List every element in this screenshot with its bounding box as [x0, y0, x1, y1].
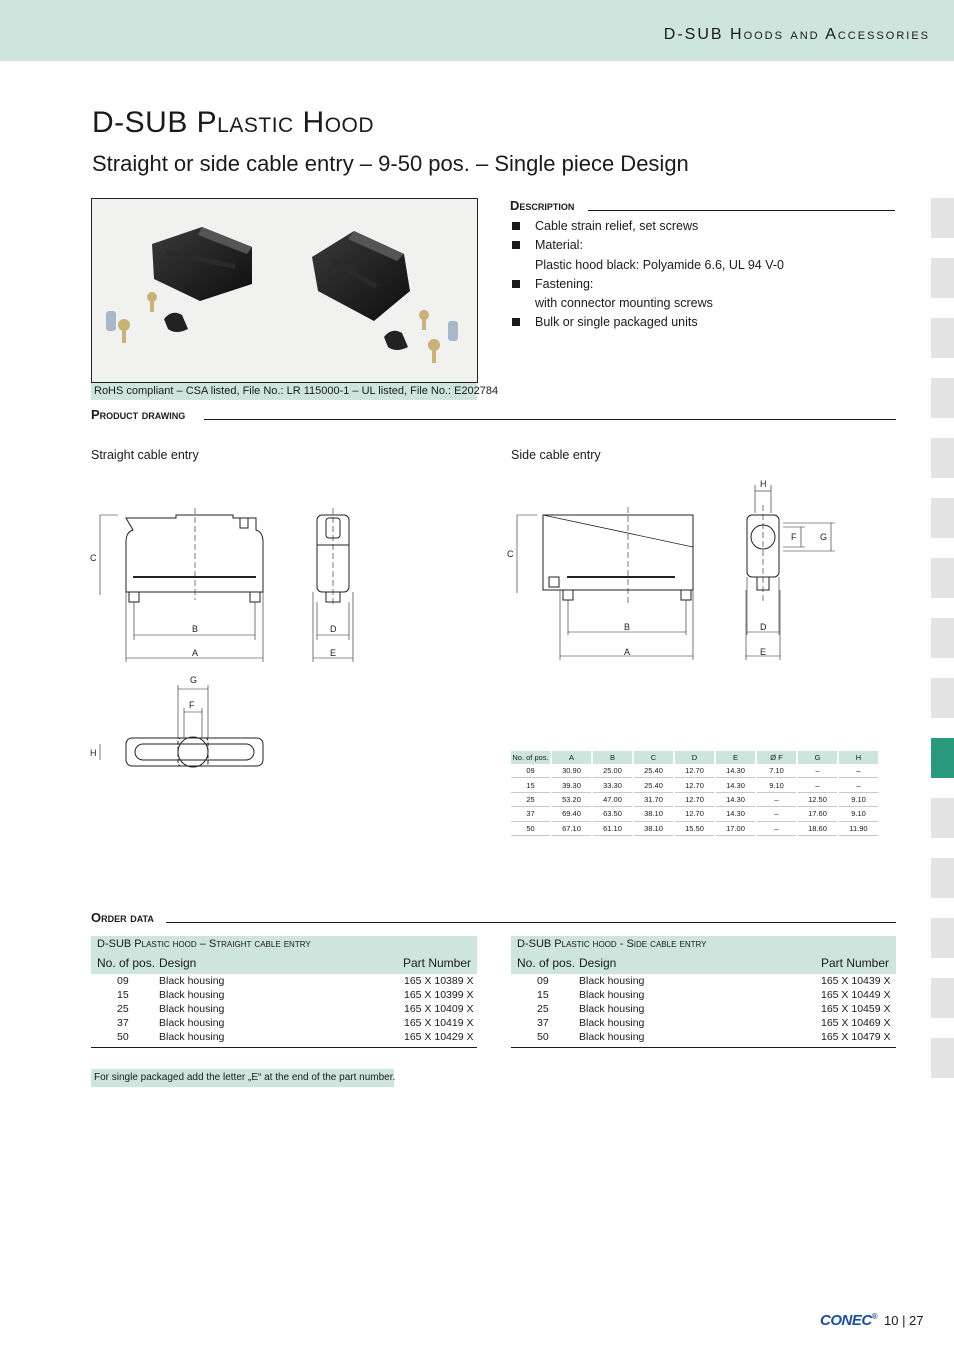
column-header: No. of pos.: [97, 956, 156, 970]
order-table-title: D-SUB Plastic hood – Straight cable entry: [91, 936, 477, 953]
dim-label-h: H: [90, 748, 97, 758]
page-number: 10 | 27: [884, 1313, 924, 1328]
table-row: 25 Black housing 165 X 10409 X: [117, 1003, 474, 1015]
dim-label-c: C: [90, 553, 97, 563]
list-item-continuation: with connector mounting screws: [535, 296, 713, 311]
description-heading: Description: [510, 198, 575, 213]
bullet-icon: [512, 318, 520, 326]
dim-label-a: A: [192, 648, 199, 658]
side-entry-caption: Side cable entry: [511, 448, 601, 462]
table-row: 37 69.40 63.50 38.10 12.70 14.30 – 17.60 9.10: [511, 807, 879, 821]
table-row: 25 53.20 47.00 31.70 12.70 14.30 – 12.50 9.10: [511, 792, 879, 806]
header-title: D-SUB Hoods and Accessories: [663, 26, 930, 43]
bullet-icon: [512, 241, 520, 249]
chapter-tab[interactable]: [931, 858, 954, 898]
page-subtitle: Straight or side cable entry – 9-50 pos. – Single piece Design: [92, 151, 689, 176]
table-row: 09 Black housing 165 X 10389 X: [117, 975, 474, 987]
column-header: Part Number: [821, 956, 890, 970]
column-header: Part Number: [403, 956, 472, 970]
order-data-heading: Order data: [91, 910, 154, 925]
dim-label-c: C: [507, 549, 514, 559]
description-list: [511, 217, 784, 333]
dim-label-e: E: [760, 647, 767, 657]
list-item: Cable strain relief, set screws: [511, 217, 784, 236]
order-table-header: [511, 953, 896, 974]
conec-logo: CONEC®: [820, 1312, 878, 1329]
chapter-tab[interactable]: [931, 1038, 954, 1078]
chapter-tab[interactable]: [931, 558, 954, 598]
order-note: For single packaged add the letter „E“ at the end of the part number.: [91, 1069, 394, 1087]
product-drawing-rule: [204, 419, 896, 420]
side-entry-drawing: [505, 475, 845, 675]
order-table-side: [511, 936, 896, 1048]
table-row: 25 Black housing 165 X 10459 X: [537, 1003, 891, 1015]
chapter-tab[interactable]: [931, 918, 954, 958]
column-header: No. of pos.: [517, 956, 576, 970]
table-row: 15 Black housing 165 X 10449 X: [537, 989, 891, 1001]
page-title: D-SUB Plastic Hood: [92, 106, 375, 139]
column-header: D: [674, 751, 715, 764]
product-drawing-heading: Product drawing: [91, 407, 186, 422]
list-item: Material:: [511, 236, 784, 255]
order-table-title: D-SUB Plastic hood - Side cable entry: [511, 936, 896, 953]
order-data-rule: [166, 922, 896, 923]
dim-label-e: E: [330, 648, 337, 658]
list-item-continuation: Plastic hood black: Polyamide 6.6, UL 94 V-0: [535, 257, 784, 272]
description-rule: [588, 210, 895, 211]
table-row: 15 39.30 33.30 25.40 12.70 14.30 9.10 – –: [511, 778, 879, 792]
table-row: 37 Black housing 165 X 10469 X: [537, 1017, 891, 1029]
chapter-tab[interactable]: [931, 618, 954, 658]
dim-label-g: G: [190, 675, 198, 685]
chapter-tab[interactable]: [931, 978, 954, 1018]
column-header: Design: [159, 956, 197, 970]
dim-label-b: B: [192, 624, 199, 634]
table-row: 50 Black housing 165 X 10479 X: [537, 1031, 891, 1043]
chapter-tab[interactable]: [931, 378, 954, 418]
dim-label-d: D: [760, 622, 767, 632]
chapter-tab[interactable]: [931, 678, 954, 718]
list-item: Fastening:: [511, 275, 784, 294]
table-row: 37 Black housing 165 X 10419 X: [117, 1017, 474, 1029]
table-row: 09 30.90 25.00 25.40 12.70 14.30 7.10 – –: [511, 764, 879, 778]
chapter-tab[interactable]: [931, 498, 954, 538]
bullet-icon: [512, 222, 520, 230]
dim-label-g: G: [820, 532, 828, 542]
table-row: 09 Black housing 165 X 10439 X: [537, 975, 891, 987]
bullet-icon: [512, 280, 520, 288]
chapter-tab[interactable]: [931, 318, 954, 358]
order-table-header: [91, 953, 477, 974]
dimension-table-header: [511, 751, 879, 764]
dim-label-d: D: [330, 624, 337, 634]
table-row: 50 Black housing 165 X 10429 X: [117, 1031, 474, 1043]
chapter-tab[interactable]: [931, 198, 954, 238]
chapter-tab[interactable]: [931, 798, 954, 838]
straight-entry-drawing: [88, 470, 368, 780]
straight-entry-caption: Straight cable entry: [91, 448, 199, 462]
order-table-straight: [91, 936, 477, 1048]
column-header: No. of pos.: [511, 751, 551, 764]
dim-label-f: F: [791, 532, 797, 542]
compliance-caption: RoHS compliant – CSA listed, File No.: LR 115000-1 – UL listed, File No.: E202784: [91, 383, 477, 400]
column-header: G: [797, 751, 838, 764]
column-header: Ø F: [756, 751, 797, 764]
chapter-tab[interactable]: [931, 438, 954, 478]
dimension-table: [511, 751, 880, 836]
dim-label-a: A: [624, 647, 631, 657]
column-header: C: [633, 751, 674, 764]
table-row: 50 67.10 61.10 38.10 15.50 17.00 – 18.60 11.90: [511, 821, 879, 835]
list-item: Bulk or single packaged units: [511, 313, 784, 332]
product-photo-illustration: [92, 199, 477, 382]
dim-label-h: H: [760, 479, 767, 489]
column-header: Design: [579, 956, 617, 970]
column-header: H: [838, 751, 879, 764]
column-header: B: [592, 751, 633, 764]
table-row: 15 Black housing 165 X 10399 X: [117, 989, 474, 1001]
column-header: A: [551, 751, 592, 764]
column-header: E: [715, 751, 756, 764]
dim-label-b: B: [624, 622, 631, 632]
chapter-tab-active[interactable]: [931, 738, 954, 778]
chapter-tab[interactable]: [931, 258, 954, 298]
product-photo: [91, 198, 478, 383]
dim-label-f: F: [189, 700, 195, 710]
